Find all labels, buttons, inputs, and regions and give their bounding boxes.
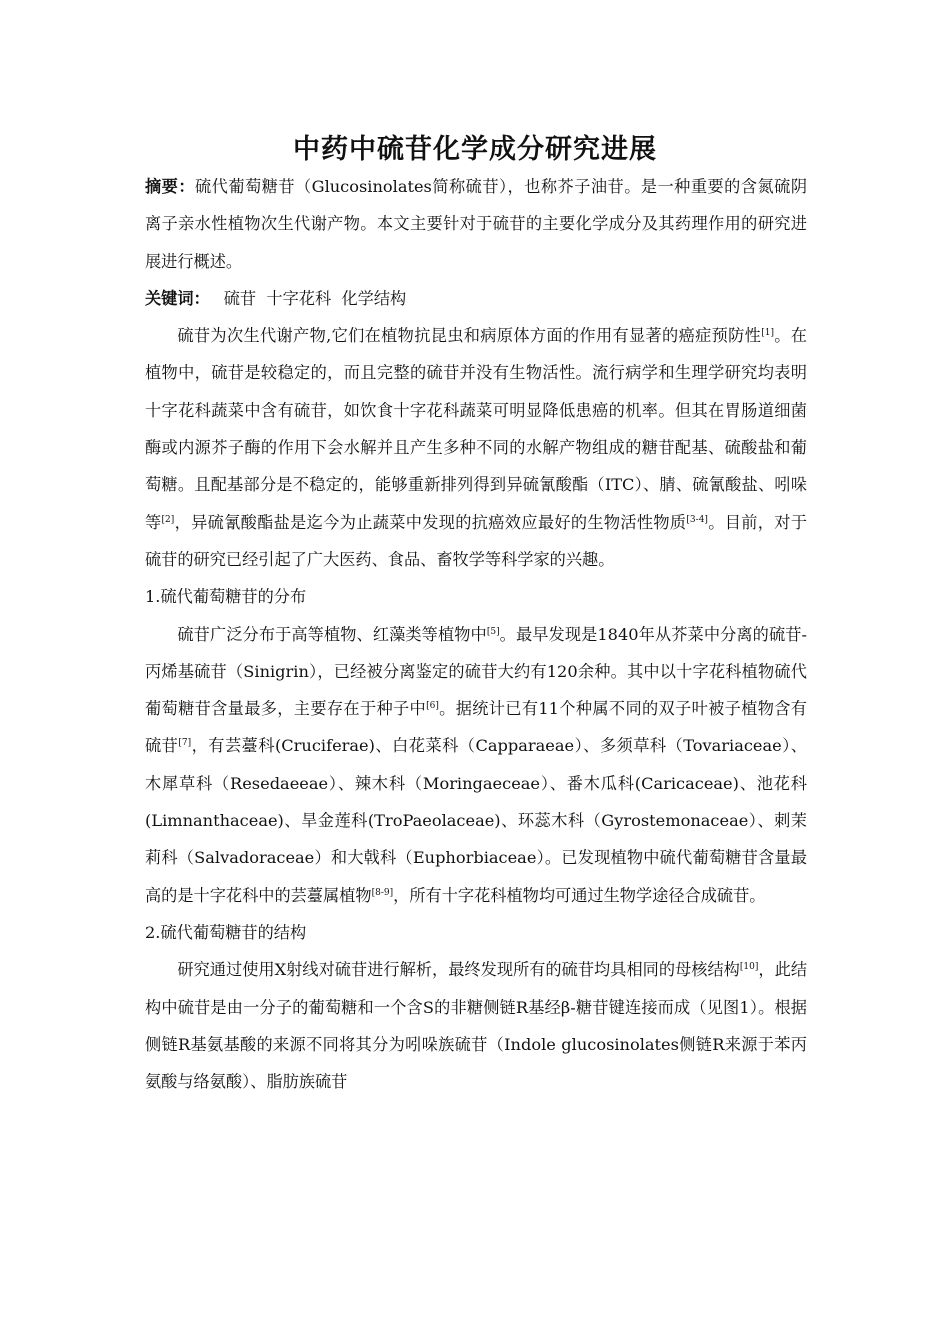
structure-text-2: ，此结构中硫苷是由一分子的葡萄糖和一个含S的非糖侧链R基经β-糖苷键连接而成（见图1）。根据侧链R基氨基酸的来源不同将其分为吲哚族硫苷（Indole glucosinolates侧链R来源于苯丙氨酸与络氨酸）、脂肪族硫苷 [145,960,808,1092]
distribution-text-3: 。据统计已有11个种属不同的双子叶被子植物含有硫苷 [145,699,807,756]
citation-ref: [5] [486,626,500,637]
abstract-text: 硫代葡萄糖苷（Glucosinolates简称硫苷），也称芥子油苷。是一种重要的含氮硫阴离子亲水性植物次生代谢产物。本文主要针对于硫苷的主要化学成分及其药理作用的研究进展进行概述。 [145,177,808,271]
abstract-label: 摘要： [145,177,195,196]
distribution-paragraph [145,616,807,914]
citation-ref: [3-4] [686,514,708,525]
document-body [145,168,807,1100]
citation-ref: [2] [161,514,175,525]
intro-text-1: 硫苷为次生代谢产物,它们在植物抗昆虫和病原体方面的作用有显著的癌症预防性 [177,326,762,346]
citation-ref: [8-9] [371,887,394,898]
structure-text-1: 研究通过使用X射线对硫苷进行解析，最终发现所有的硫苷均具相同的母核结构 [177,960,740,980]
section-heading-structure: 2.硫代葡萄糖苷的结构 [145,922,307,942]
citation-ref: [1] [761,328,774,339]
keywords-paragraph [145,280,807,317]
distribution-text-4: ，有芸薹科(Cruciferae)、白花菜科（Capparaeae）、多须草科（Tovariaceae）、木犀草科（Resedaeeae）、辣木科（Moringaeceae）、番木瓜科(Caricaceae)、池花科(Limnanthaceae)、旱金莲科(TroPaeolaceae)、环蕊木科（Gyrostemonaceae）、刺茉莉科（Salvadoraceae）和大戟科（Euphorbiaceae）。已发现植物中硫代葡萄糖苷含量最高的是十字花科中的芸薹属植物 [145,736,807,905]
intro-text-4: 。目前，对于硫苷的研究已经引起了广大医药、食品、畜牧学等科学家的兴趣。 [145,512,808,569]
intro-paragraph [145,317,807,578]
citation-ref: [6] [426,701,439,712]
intro-text-3: ，异硫氰酸酯盐是迄今为止蔬菜中发现的抗癌效应最好的生物活性物质 [174,512,687,532]
citation-ref: [7] [178,738,192,749]
distribution-text-2: 。最早发现是1840年从芥菜中分离的硫苷-丙烯基硫苷（Sinigrin），已经被分离鉴定的硫苷大约有120余种。其中以十字花科植物硫代葡萄糖苷含量最多，主要存在于种子中 [145,624,808,719]
keywords-label: 关键词： [145,288,210,308]
distribution-text-5: ，所有十字花科植物均可通过生物学途径合成硫苷。 [393,885,766,905]
page-title: 中药中硫苷化学成分研究进展 [293,134,657,165]
section-heading-distribution: 1.硫代葡萄糖苷的分布 [145,587,307,607]
distribution-text-1: 硫苷广泛分布于高等植物、红藻类等植物中 [177,624,487,644]
citation-ref: [10] [739,962,759,973]
abstract-paragraph [145,168,807,280]
keywords-text: 硫苷 十字花科 化学结构 [223,288,407,308]
intro-text-2: 。在植物中，硫苷是较稳定的，而且完整的硫苷并没有生物活性。流行病学和生理学研究均表明十字花科蔬菜中含有硫苷，如饮食十字花科蔬菜可明显降低患癌的机率。但其在胃肠道细菌酶或内源芥子酶的作用下会水解并且产生多种不同的水解产物组成的糖苷配基、硫酸盐和葡萄糖。且配基部分是不稳定的，能够重新排列得到异硫氰酸酯（ITC）、腈、硫氰酸盐、吲哚等 [145,326,807,532]
structure-paragraph [145,951,807,1100]
